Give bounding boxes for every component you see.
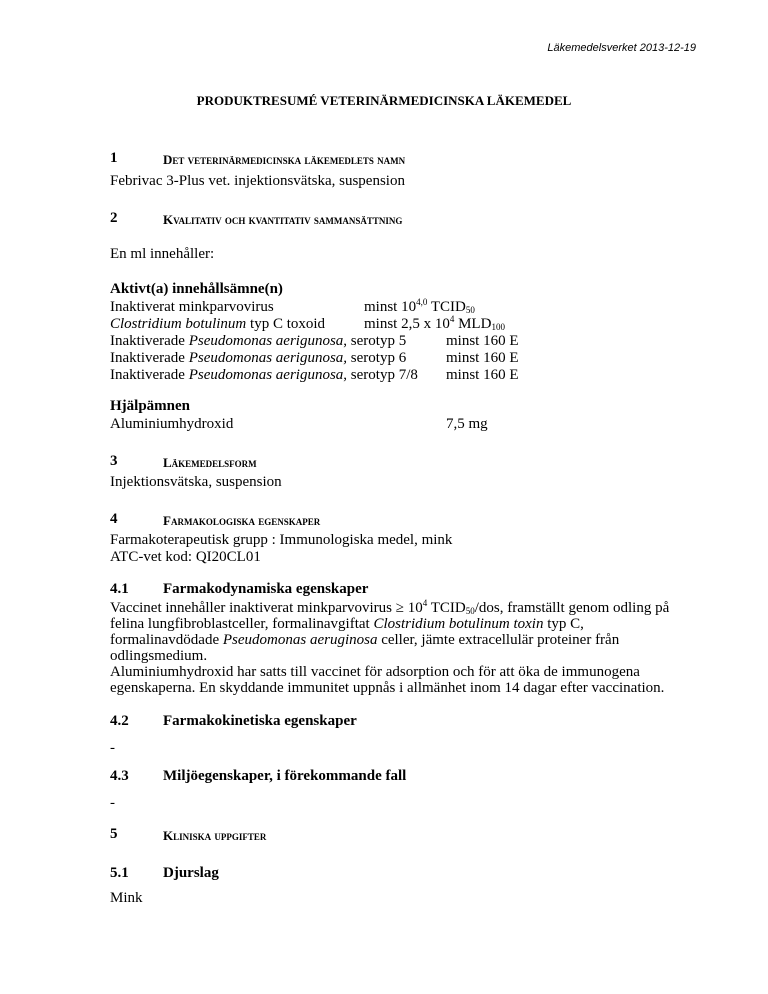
active-row-4-amount: minst 160 E — [446, 350, 519, 366]
composition-intro: En ml innehåller: — [110, 246, 215, 262]
section-5-1-heading: Djurslag — [163, 865, 219, 881]
active-row-4-name: Inaktiverade Pseudomonas aerigunosa, serotyp 6 — [110, 350, 407, 366]
active-row-1-amount: minst 10$^{4,0}$ $TCID_{50}$ — [364, 297, 475, 315]
pharmacodynamics-line-3: formalinavdödade Pseudomonas aeruginosa celler, jämte extracellulär proteiner från — [110, 632, 620, 648]
section-2-number: 2 — [110, 210, 118, 226]
section-5-heading: Kliniska uppgifter — [163, 828, 267, 843]
section-4-heading: Farmakologiska egenskaper — [163, 513, 321, 528]
section-4-2-heading: Farmakokinetiska egenskaper — [163, 713, 357, 729]
section-4-number: 4 — [110, 511, 118, 527]
header-agency-date: Läkemedelsverket 2013-12-19 — [547, 42, 696, 54]
excipient-amount: 7,5 mg — [446, 416, 488, 432]
document-title: PRODUKTRESUMÉ VETERINÄRMEDICINSKA LÄKEMEDEL — [196, 93, 572, 108]
section-3-number: 3 — [110, 453, 118, 469]
target-species: Mink — [110, 890, 143, 906]
section-4-2-number: 4.2 — [110, 713, 129, 729]
pharmacodynamics-line-6: egenskaperna. En skyddande immunitet uppnås i allmänhet inom 14 dagar efter vaccination. — [110, 680, 665, 696]
section-4-1-heading: Farmakodynamiska egenskaper — [163, 581, 369, 597]
excipient-name: Aluminiumhydroxid — [110, 416, 234, 432]
pharmaceutical-form: Injektionsvätska, suspension — [110, 474, 282, 490]
environmental-text: - — [110, 795, 115, 811]
active-row-3-amount: minst 160 E — [446, 333, 519, 349]
active-row-3-name: Inaktiverade Pseudomonas aerigunosa, serotyp 5 — [110, 333, 407, 349]
atc-vet-code: ATC-vet kod: QI20CL01 — [110, 549, 261, 565]
active-row-1-name: Inaktiverat minkparvovirus — [110, 299, 274, 315]
active-substances-heading: Aktivt(a) innehållsämne(n) — [110, 281, 283, 297]
section-2-heading: Kvalitativ och kvantitativ sammansättning — [163, 212, 403, 227]
section-4-3-heading: Miljöegenskaper, i förekommande fall — [163, 768, 407, 784]
section-4-1-number: 4.1 — [110, 581, 129, 597]
pharmacokinetics-text: - — [110, 740, 115, 756]
section-4-3-number: 4.3 — [110, 768, 129, 784]
active-row-2-amount: minst 2,5 x $10^4$ $MLD_{100}$ — [364, 314, 505, 332]
pharmacodynamics-paragraph — [110, 600, 700, 696]
section-5-number: 5 — [110, 826, 118, 842]
active-row-2-name: Clostridium botulinum typ C toxoid — [110, 316, 326, 332]
pharmacodynamics-line-4: odlingsmedium. — [110, 648, 208, 664]
section-5-1-number: 5.1 — [110, 865, 129, 881]
pharmacodynamics-line-2: felina lungfibroblastceller, formalinavgiftat Clostridium botulinum toxin typ C, — [110, 616, 584, 632]
active-row-5-name: Inaktiverade Pseudomonas aerigunosa, serotyp 7/8 — [110, 367, 418, 383]
section-1-heading: Det veterinärmedicinska läkemedlets namn — [163, 152, 406, 167]
product-name: Febrivac 3-Plus vet. injektionsvätska, suspension — [110, 173, 405, 189]
section-1-number: 1 — [110, 150, 118, 166]
excipients-heading: Hjälpämnen — [110, 398, 191, 414]
section-3-heading: Läkemedelsform — [163, 455, 257, 470]
active-row-5-amount: minst 160 E — [446, 367, 519, 383]
pharmacodynamics-line-5: Aluminiumhydroxid har satts till vaccinet för adsorption och för att öka de immunogena — [110, 664, 640, 680]
pharmacodynamics-line-1: Vaccinet innehåller inaktiverat minkparvovirus ≥ $10^4$ $TCID_{50}$/dos, framställt genom odling på — [110, 598, 670, 616]
pharmacotherapeutic-group: Farmakoterapeutisk grupp : Immunologiska medel, mink — [110, 532, 453, 548]
